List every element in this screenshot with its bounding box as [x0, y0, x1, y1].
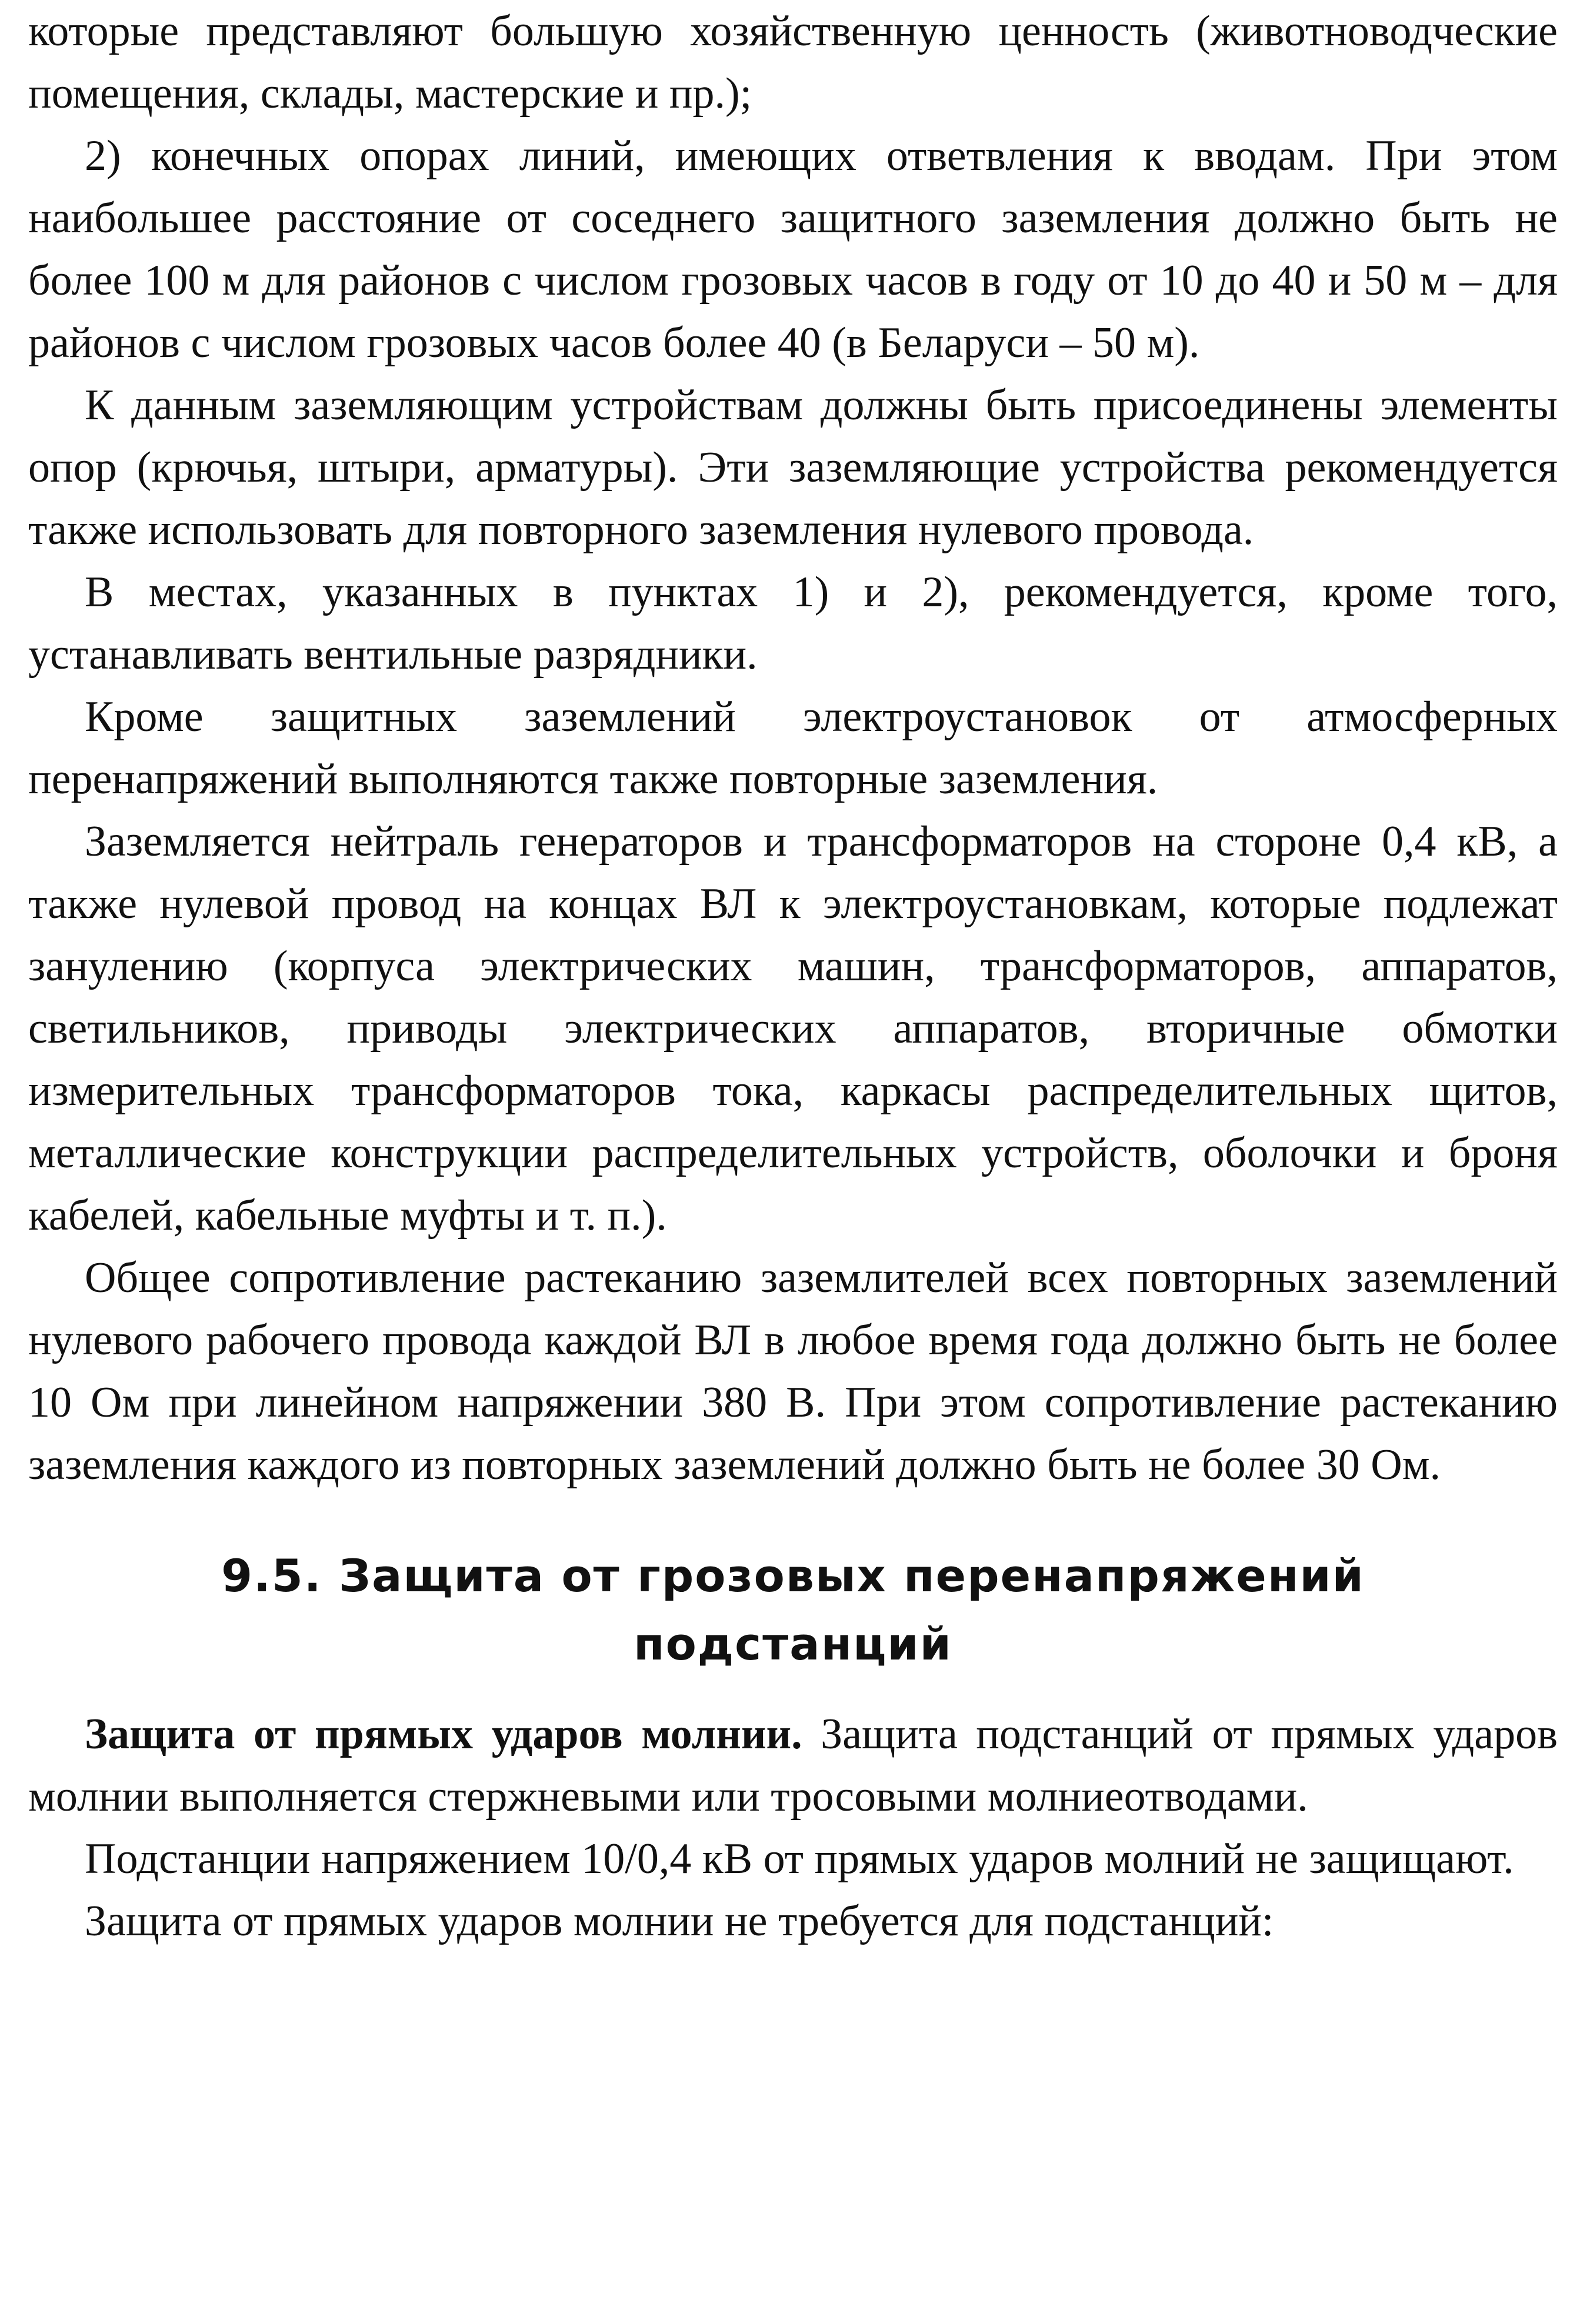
paragraph-repeat-grounding: Кроме защитных заземлений электроустановок от атмосферных перенапряжений выполняются также повторные заземления.	[28, 693, 1558, 803]
paragraph-item-2: 2) конечных опорах линий, имеющих ответвления к вводам. При этом наибольшее расстояние от соседнего защитного заземления должно быть не более 100 м для районов с числом грозовых часов в году от 10 до 40 и 50 м – для районов с числом грозовых часов более 40 (в Беларуси – 50 м).	[28, 132, 1558, 367]
paragraph-neutral-grounding: Заземляется нейтраль генераторов и трансформаторов на стороне 0,4 кВ, а также нулевой провод на концах ВЛ к электроустановкам, которые подлежат занулению (корпуса электрических машин, трансформаторов, аппаратов, светильников, приводы электрических аппаратов, вторичные обмотки измерительных трансформаторов тока, каркасы распределительных щитов, металлические конструкции распределительных устройств, оболочки и броня кабелей, кабельные муфты и т. п.).	[28, 817, 1558, 1240]
paragraph-continuation: которые представляют большую хозяйственную ценность (животноводческие помещения, склады, мастерские и пр.);	[28, 7, 1558, 118]
paragraph-direct-strike	[28, 1703, 1558, 1828]
paragraph-resistance: Общее сопротивление растеканию заземлителей всех повторных заземлений нулевого рабочего провода каждой ВЛ в любое время года должно быть не более 10 Ом при линейном напряжении 380 В. При этом сопротивление растеканию заземления каждого из повторных заземлений должно быть не более 30 Ом.	[28, 1254, 1558, 1489]
paragraph-lead-rest: Защита подстанций от прямых ударов молнии выполняется стержневыми или тросовыми молниеотводами.	[28, 1710, 1558, 1821]
paragraph-surge-arresters: В местах, указанных в пунктах 1) и 2), рекомендуется, кроме того, устанавливать вентильные разрядники.	[28, 568, 1558, 679]
paragraph-not-required: Защита от прямых ударов молнии не требуется для подстанций:	[85, 1897, 1274, 1945]
section-heading: 9.5. Защита от грозовых перенапряжений подстанций	[221, 1550, 1365, 1670]
paragraph-substations-10kv: Подстанции напряжением 10/0,4 кВ от прямых ударов молний не защищают.	[85, 1835, 1514, 1883]
paragraph-lead-bold: Защита от прямых ударов молнии.	[85, 1710, 802, 1758]
document-page	[28, 0, 1558, 2324]
paragraph-grounding-elements: К данным заземляющим устройствам должны быть присоединены элементы опор (крючья, штыри, арматуры). Эти заземляющие устройства рекомендуется также использовать для повторного заземления нулевого провода.	[28, 381, 1558, 554]
